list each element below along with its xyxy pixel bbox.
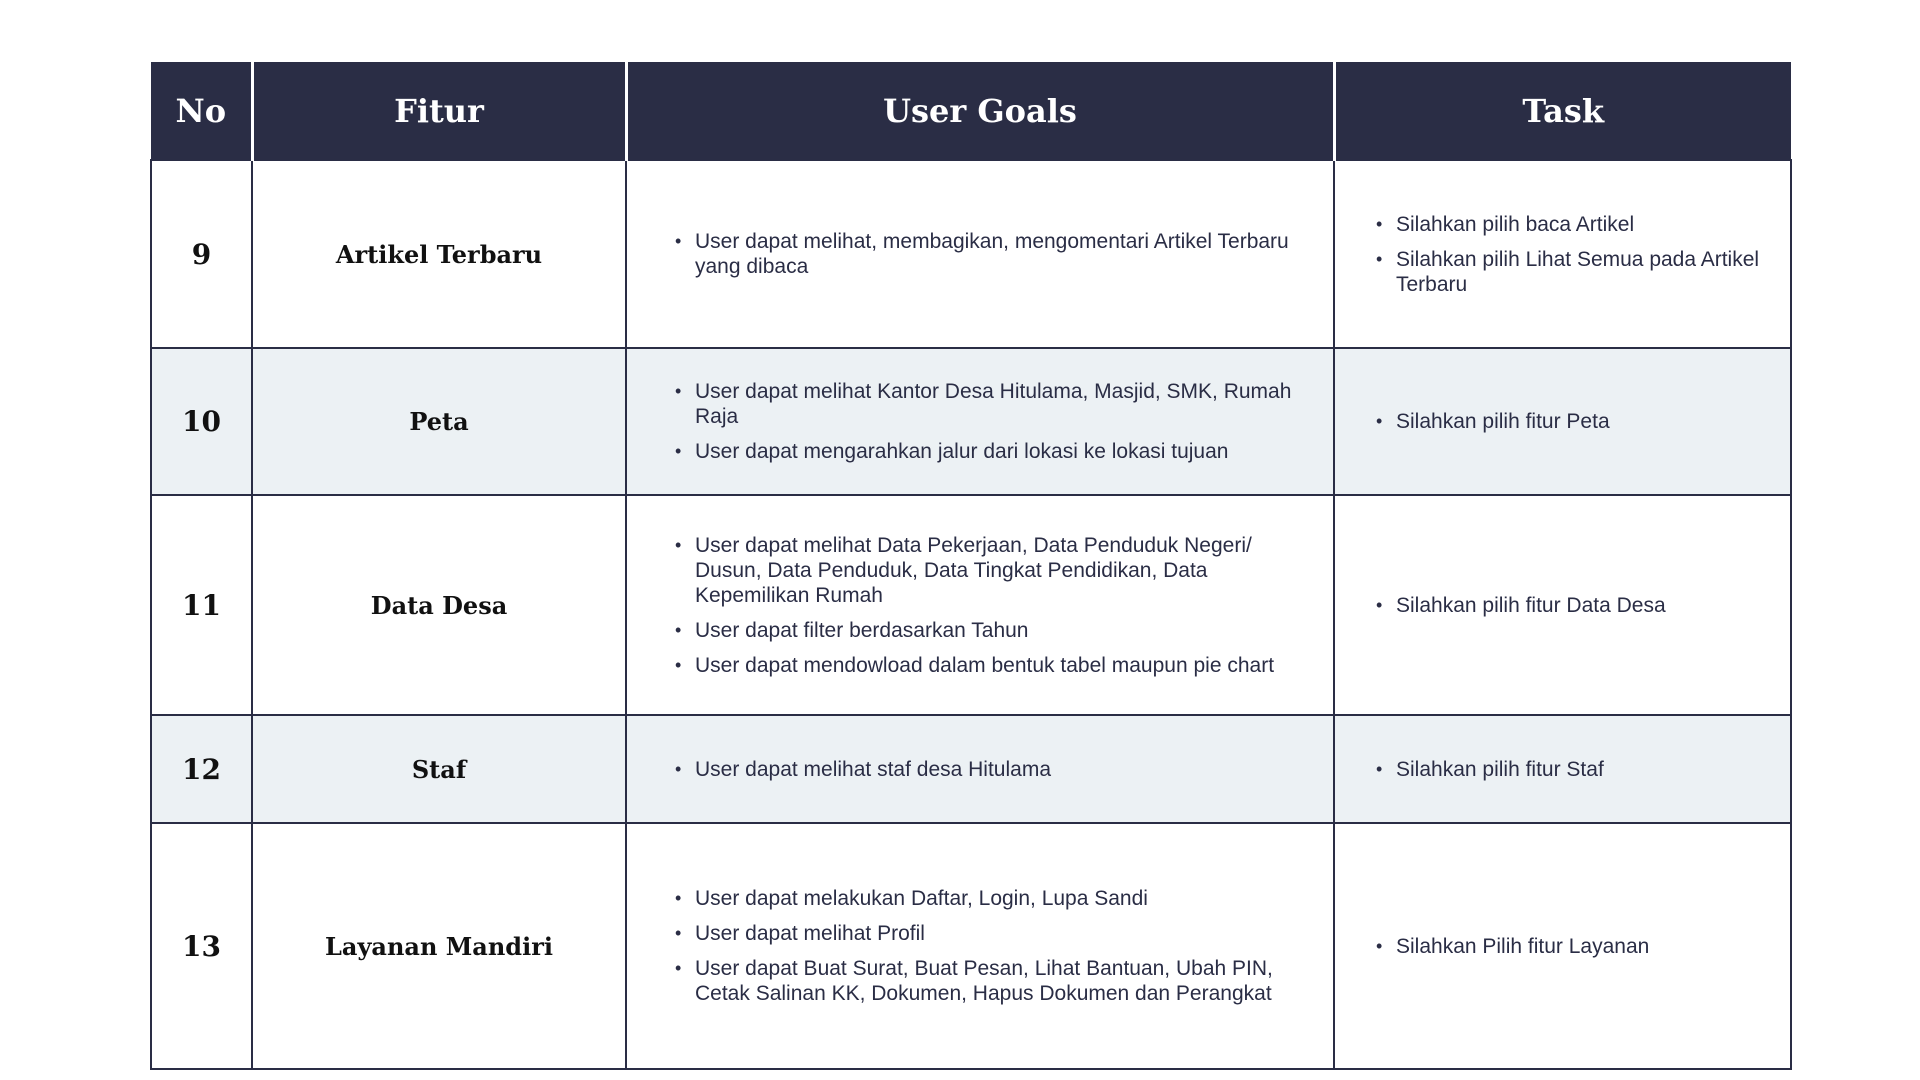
table-row [151, 160, 1791, 348]
header-user-goals: User Goals [626, 62, 1334, 160]
row-number: 11 [151, 495, 252, 715]
goal-item: • User dapat melakukan Daftar, Login, Lupa Sandi [695, 886, 1293, 911]
task-item: • Silahkan Pilih fitur Layanan [1396, 934, 1760, 959]
task-cell [1334, 715, 1791, 823]
goal-item: • User dapat filter berdasarkan Tahun [695, 618, 1293, 643]
table-row [151, 715, 1791, 823]
header-fitur: Fitur [252, 62, 626, 160]
header-no: No [151, 62, 252, 160]
feature-name: Layanan Mandiri [252, 823, 626, 1069]
user-goals-cell [626, 495, 1334, 715]
task-item: • Silahkan pilih baca Artikel [1396, 212, 1760, 237]
feature-name: Artikel Terbaru [252, 160, 626, 348]
user-goals-table [150, 62, 1792, 1070]
task-item: • Silahkan pilih Lihat Semua pada Artikel Terbaru [1396, 247, 1760, 297]
task-item: • Silahkan pilih fitur Data Desa [1396, 593, 1760, 618]
table-row [151, 823, 1791, 1069]
task-cell [1334, 495, 1791, 715]
task-cell [1334, 160, 1791, 348]
user-goals-cell [626, 160, 1334, 348]
task-item: • Silahkan pilih fitur Staf [1396, 757, 1760, 782]
goal-item: • User dapat melihat Profil [695, 921, 1293, 946]
row-number: 12 [151, 715, 252, 823]
user-goals-cell [626, 348, 1334, 495]
task-cell [1334, 823, 1791, 1069]
row-number: 9 [151, 160, 252, 348]
feature-name: Staf [252, 715, 626, 823]
feature-name: Data Desa [252, 495, 626, 715]
task-cell [1334, 348, 1791, 495]
header-task: Task [1334, 62, 1791, 160]
row-number: 10 [151, 348, 252, 495]
row-number: 13 [151, 823, 252, 1069]
goal-item: • User dapat melihat Kantor Desa Hitulama, Masjid, SMK, Rumah Raja [695, 379, 1293, 429]
table-header-row [151, 62, 1791, 160]
goal-item: • User dapat mengarahkan jalur dari lokasi ke lokasi tujuan [695, 439, 1293, 464]
table-row [151, 348, 1791, 495]
feature-name: Peta [252, 348, 626, 495]
goal-item: • User dapat melihat staf desa Hitulama [695, 757, 1293, 782]
table-row [151, 495, 1791, 715]
goal-item: • User dapat mendowload dalam bentuk tabel maupun pie chart [695, 653, 1293, 678]
goal-item: • User dapat melihat Data Pekerjaan, Data Penduduk Negeri/ Dusun, Data Penduduk, Data Tingkat Pendidikan, Data Kepemilikan Rumah [695, 533, 1293, 608]
goal-item: • User dapat melihat, membagikan, mengomentari Artikel Terbaru yang dibaca [695, 229, 1293, 279]
goal-item: • User dapat Buat Surat, Buat Pesan, Lihat Bantuan, Ubah PIN, Cetak Salinan KK, Dokumen, Hapus Dokumen dan Perangkat [695, 956, 1293, 1006]
user-goals-cell [626, 715, 1334, 823]
user-goals-cell [626, 823, 1334, 1069]
task-item: • Silahkan pilih fitur Peta [1396, 409, 1760, 434]
